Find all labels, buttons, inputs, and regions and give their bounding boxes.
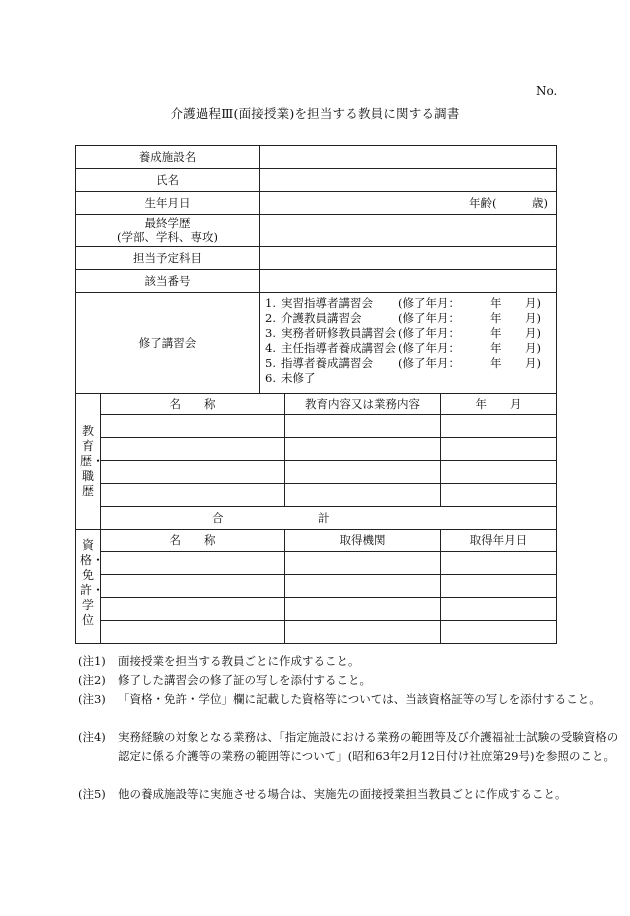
label-subject: 担当予定科目 [133, 251, 202, 265]
career-col-name: 名 称 [169, 397, 216, 411]
note-item: (注3) 「資格・免許・学位」欄に記載した資格等については、当該資格証等の写しを添付すること。 [78, 692, 601, 706]
career-side-label: 教育歴・職歴 [80, 424, 105, 498]
note-item: (注5) 他の養成施設等に実施させる場合は、実施先の面接授業担当教員ごとに作成すること。 [78, 787, 567, 801]
note-item: (注2) 修了した講習会の修了証の写しを添付すること。 [78, 673, 371, 687]
career-col-content: 教育内容又は業務内容 [305, 397, 420, 411]
age-unit: 歳) [532, 196, 548, 210]
qual-col-name: 名 称 [169, 533, 216, 547]
label-school-name: 養成施設名 [138, 150, 197, 164]
note-item: (注1) 面接授業を担当する教員ごとに作成すること。 [78, 654, 360, 668]
total-label-a: 合 [212, 511, 224, 525]
qual-col-date: 取得年月日 [469, 533, 528, 547]
qual-side-label: 資格・免許・学位 [80, 538, 105, 627]
total-label-b: 計 [318, 511, 330, 525]
label-number: 該当番号 [144, 274, 191, 288]
qual-col-org: 取得機関 [339, 533, 386, 547]
label-courses: 修了講習会 [138, 336, 197, 350]
career-col-year: 年 月 [475, 397, 522, 411]
label-name: 氏名 [156, 173, 179, 187]
document-number: No. [536, 84, 558, 98]
label-education: 最終学歴 [144, 216, 191, 230]
age-label: 年齢( [469, 196, 497, 210]
note-item: (注4) 実務経験の対象となる業務は、「指定施設における業務の範囲等及び介護福祉士試験の受験資格の認定に係る介護等の業務の範囲等について」(昭和63年2月12日付け社庶第29号)を参照のこと。 [78, 730, 619, 763]
label-education-detail: (学部、学科、専攻) [117, 230, 218, 244]
label-birth-date: 生年月日 [144, 196, 191, 210]
document-title: 介護過程Ⅲ(面接授業)を担当する教員に関する調書 [170, 106, 460, 121]
